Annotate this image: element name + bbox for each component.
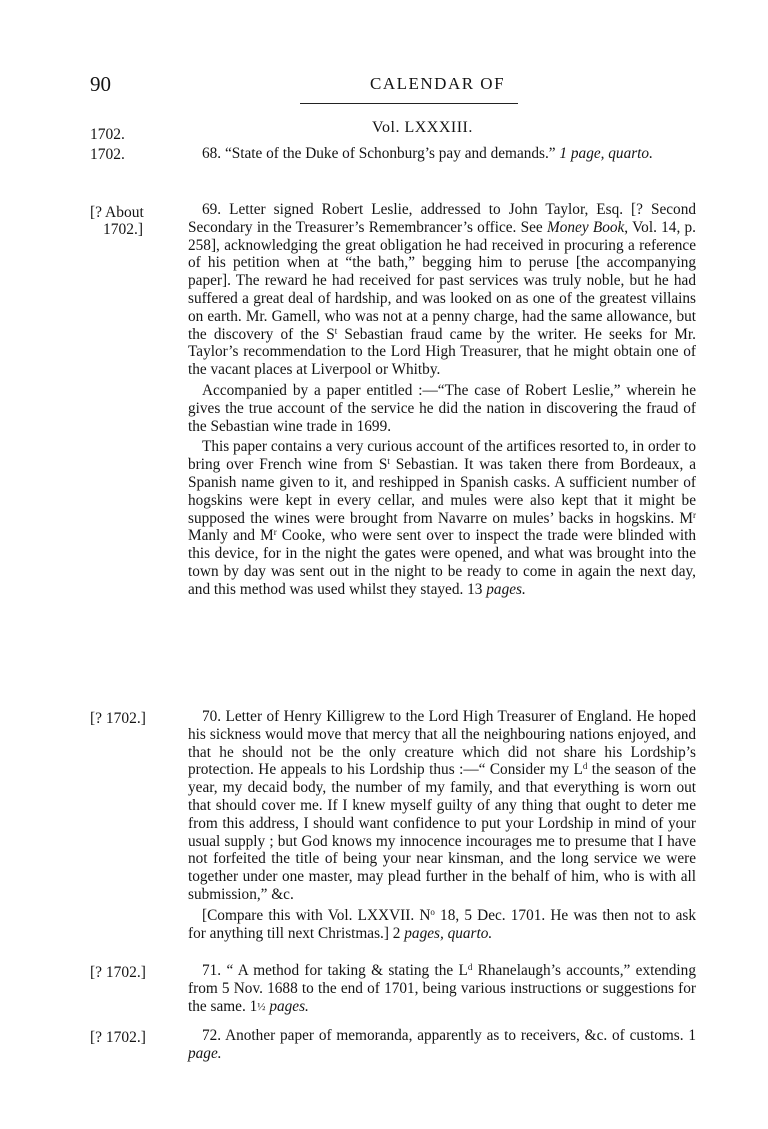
entry-paragraph: 68. “State of the Duke of Schonburg’s pay and demands.” 1 page, quarto.: [202, 145, 653, 162]
entry-71-date: [? 1702.]: [90, 964, 146, 981]
superscript: r: [273, 527, 277, 538]
superscript: t: [387, 456, 390, 467]
entry-69-date-line: 1702.]: [103, 221, 144, 238]
superscript: o: [430, 906, 435, 917]
entry-68-date: 1702.: [90, 146, 125, 163]
entry-69: [188, 201, 696, 599]
year-heading: 1702.: [90, 126, 125, 143]
entry-69-date: [90, 204, 144, 238]
entry-70-date: [? 1702.]: [90, 710, 146, 727]
entry-paragraph: This paper contains a very curious account of the artifices resorted to, in order to bring over French wine from $S^t$ Sebastian. It was taken there from Bordeaux, a Spanish name given to it, and reshipped in Spanish casks. A sufficient number of hogskins were kept in every cellar, and mules were also kept that it might be supposed the wines were brought from Navarre on mules’ backs in hogskins. $M^r$ Manly and $M^r$ Cooke, who were sent over to inspect the trade were blinded with this device, for in the night the gates were opened, and what was brought into the town by day was sent out in the night to be ready to come in again the next day, and this method was used whilst they stayed. 13 pages.: [188, 438, 696, 598]
entry-paragraph: 70. Letter of Henry Killigrew to the Lord High Treasurer of England. He hoped his sickness would move that mercy that all the neighbouring nations enjoyed, and that he should not be the only creature which did not share his Lordship’s protection. He appeals to his Lordship thus :—“ Consider my $L^d$ the season of the year, my decaid body, the number of my family, and that everything is worn out that should cover me. If I knew myself guilty of any thing that ought to deter me from this address, I should want confidence to put your Lordship in mind of your usual supply ; but God knows my innocence incourages me to presume that I have not forfeited the title of being your near kinsman, and the long service we were together under one master, may plead further in the behalf of him, who is with all submission,” &c.: [188, 708, 697, 903]
superscript: t: [334, 325, 338, 336]
italic-text: pages, quarto.: [404, 924, 493, 942]
entry-70: [188, 708, 696, 942]
italic-text: page.: [188, 1044, 222, 1062]
entry-68: [188, 145, 696, 163]
entry-71: [188, 962, 696, 1016]
italic-text: 1 page, quarto.: [559, 145, 653, 162]
entry-paragraph: 71. “ A method for taking & stating the $L^d$ Rhanelaugh’s accounts,” extending from 5 Nov. 1688 to the end of 1701, being various instructions or suggestions for the same. 1½ pages.: [188, 962, 696, 1015]
superscript: r: [693, 509, 696, 520]
header-rule: [300, 103, 518, 104]
entry-paragraph: Accompanied by a paper entitled :—“The case of Robert Leslie,” wherein he gives the true account of the service he did the nation in discovering the fraud of the Sebastian wine trade in 1699.: [188, 381, 696, 435]
page-number: 90: [90, 72, 111, 96]
italic-text: Money Book: [546, 218, 625, 236]
fraction: ½: [257, 1000, 266, 1013]
italic-text: pages.: [269, 997, 309, 1015]
entry-paragraph: 69. Letter signed Robert Leslie, addressed to John Taylor, Esq. [? Second Secondary in the Treasurer’s Remembrancer’s office. See Money Book, Vol. 14, p. 258], acknowledging the great obligation he had received in procuring a reference of his petition when at “the bath,” begging him to peruse [the accompanying paper]. The reward he had received for past services was truly noble, but he had suffered a great deal of hardship, and was looked on as one of the greatest villains on earth. Mr. Gamell, who was not at a penny charge, had the same allowance, but the discovery of the $S^t$ Sebastian fraud came by the writer. He seeks for Mr. Taylor’s recommendation to the Lord High Treasurer, that he might obtain one of the vacant places at Liverpool or Whitby.: [188, 201, 696, 379]
superscript: d: [467, 962, 473, 972]
volume-heading: Vol. LXXXIII.: [372, 119, 473, 136]
page-header: [90, 72, 696, 98]
entry-paragraph: 72. Another paper of memoranda, apparently as to receivers, &c. of customs. 1 page.: [188, 1027, 696, 1062]
entry-paragraph: [Compare this with Vol. LXXVII. $N^o$ 18, 5 Dec. 1701. He was then not to ask for anything till next Christmas.] 2 pages, quarto.: [188, 906, 696, 942]
entry-69-date-line: [? About: [90, 204, 144, 221]
running-head: CALENDAR OF: [370, 74, 506, 93]
italic-text: pages.: [486, 580, 526, 598]
entry-72: [188, 1027, 696, 1063]
entry-72-date: [? 1702.]: [90, 1029, 146, 1046]
superscript: d: [582, 761, 588, 772]
